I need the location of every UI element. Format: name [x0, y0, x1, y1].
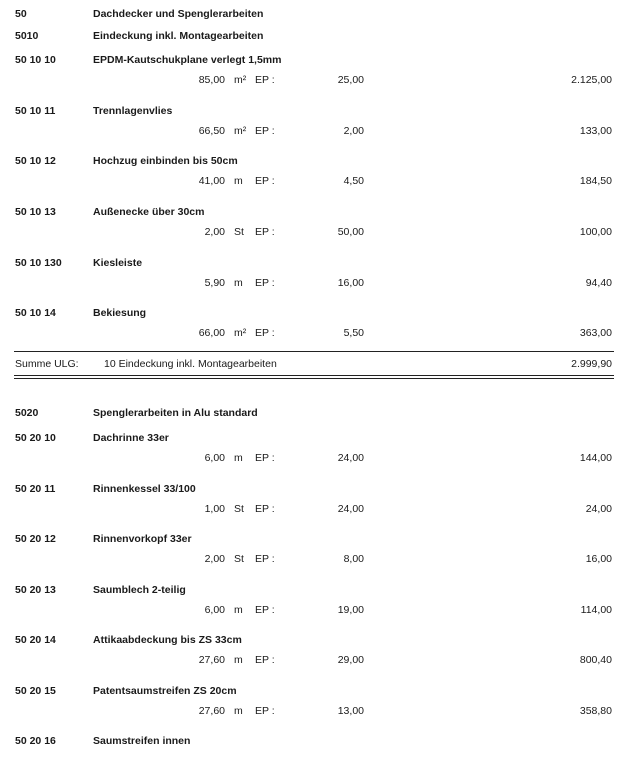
item-qty: 66,00: [198, 327, 225, 339]
item-code: 50 10 11: [15, 105, 56, 117]
ep-label: EP :: [255, 452, 275, 464]
ep-label: EP :: [255, 604, 275, 616]
item-total: 144,00: [579, 452, 612, 464]
item-qty: 27,60: [198, 705, 225, 717]
item-ep: 25,00: [337, 74, 364, 86]
item-unit: m: [234, 705, 243, 717]
item-title: Rinnenvorkopf 33er: [93, 533, 192, 545]
item-ep: 50,00: [337, 226, 364, 238]
item-unit: St: [234, 553, 244, 565]
item-title: Attikaabdeckung bis ZS 33cm: [93, 634, 242, 646]
item-total: 24,00: [585, 503, 612, 515]
item-code: 50 20 10: [15, 432, 56, 444]
ep-label: EP :: [255, 125, 275, 137]
item-ep: 19,00: [337, 604, 364, 616]
item-total: 800,40: [579, 654, 612, 666]
item-ep: 13,00: [337, 705, 364, 717]
summary-text: 10 Eindeckung inkl. Montagearbeiten: [104, 358, 277, 370]
item-qty: 6,00: [204, 452, 225, 464]
section-title: Eindeckung inkl. Montagearbeiten: [93, 30, 264, 42]
item-unit: St: [234, 226, 244, 238]
item-total: 100,00: [579, 226, 612, 238]
item-total: 133,00: [579, 125, 612, 137]
item-qty: 27,60: [198, 654, 225, 666]
item-code: 50 10 10: [15, 54, 56, 66]
item-qty: 5,90: [204, 277, 225, 289]
ep-label: EP :: [255, 553, 275, 565]
item-ep: 16,00: [337, 277, 364, 289]
item-unit: m: [234, 277, 243, 289]
ep-label: EP :: [255, 74, 275, 86]
item-code: 50 20 12: [15, 533, 56, 545]
item-total: 94,40: [585, 277, 612, 289]
item-unit: m: [234, 452, 243, 464]
item-qty: 2,00: [204, 226, 225, 238]
item-unit: m: [234, 654, 243, 666]
item-total: 16,00: [585, 553, 612, 565]
item-unit: St: [234, 503, 244, 515]
item-qty: 6,00: [204, 604, 225, 616]
item-title: Dachrinne 33er: [93, 432, 169, 444]
item-ep: 24,00: [337, 503, 364, 515]
item-qty: 1,00: [204, 503, 225, 515]
item-code: 50 20 11: [15, 483, 56, 495]
ep-label: EP :: [255, 503, 275, 515]
item-title: Trennlagenvlies: [93, 105, 173, 117]
item-ep: 24,00: [337, 452, 364, 464]
summary-label: Summe ULG:: [15, 358, 79, 370]
item-title: Saumblech 2-teilig: [93, 584, 186, 596]
item-code: 50 20 16: [15, 735, 56, 747]
item-unit: m²: [234, 74, 247, 86]
item-total: 358,80: [579, 705, 612, 717]
group-title: Dachdecker und Spenglerarbeiten: [93, 8, 264, 20]
summary-double-rule-1: [14, 375, 614, 376]
item-total: 363,00: [579, 327, 612, 339]
item-qty: 41,00: [198, 175, 225, 187]
item-title: Patentsaumstreifen ZS 20cm: [93, 685, 237, 697]
item-ep: 29,00: [337, 654, 364, 666]
item-title: Außenecke über 30cm: [93, 206, 205, 218]
item-unit: m: [234, 604, 243, 616]
item-unit: m: [234, 175, 243, 187]
item-qty: 66,50: [198, 125, 225, 137]
item-ep: 5,50: [343, 327, 364, 339]
item-qty: 2,00: [204, 553, 225, 565]
item-ep: 4,50: [343, 175, 364, 187]
item-title: Kiesleiste: [93, 257, 143, 269]
item-code: 50 10 12: [15, 155, 56, 167]
item-code: 50 10 14: [15, 307, 56, 319]
item-code: 50 10 13: [15, 206, 56, 218]
section-code: 5020: [15, 407, 39, 419]
ep-label: EP :: [255, 654, 275, 666]
ep-label: EP :: [255, 277, 275, 289]
section-code: 5010: [15, 30, 39, 42]
item-total: 114,00: [580, 604, 612, 616]
item-code: 50 10 130: [15, 257, 62, 269]
summary-top-rule: [14, 351, 614, 352]
item-ep: 2,00: [343, 125, 364, 137]
item-title: EPDM-Kautschukplane verlegt 1,5mm: [93, 54, 282, 66]
summary-double-rule-2: [14, 378, 614, 379]
section-title: Spenglerarbeiten in Alu standard: [93, 407, 258, 419]
ep-label: EP :: [255, 327, 275, 339]
ep-label: EP :: [255, 175, 275, 187]
ep-label: EP :: [255, 226, 275, 238]
item-total: 184,50: [579, 175, 612, 187]
item-qty: 85,00: [198, 74, 225, 86]
summary-total: 2.999,90: [571, 358, 612, 370]
ep-label: EP :: [255, 705, 275, 717]
item-unit: m²: [234, 125, 247, 137]
item-title: Hochzug einbinden bis 50cm: [93, 155, 238, 167]
item-code: 50 20 14: [15, 634, 56, 646]
item-ep: 8,00: [343, 553, 364, 565]
item-code: 50 20 15: [15, 685, 56, 697]
item-title: Rinnenkessel 33/100: [93, 483, 196, 495]
item-title: Bekiesung: [93, 307, 147, 319]
item-title: Saumstreifen innen: [93, 735, 191, 747]
group-code: 50: [15, 8, 27, 20]
item-unit: m²: [234, 327, 247, 339]
item-code: 50 20 13: [15, 584, 56, 596]
item-total: 2.125,00: [571, 74, 612, 86]
